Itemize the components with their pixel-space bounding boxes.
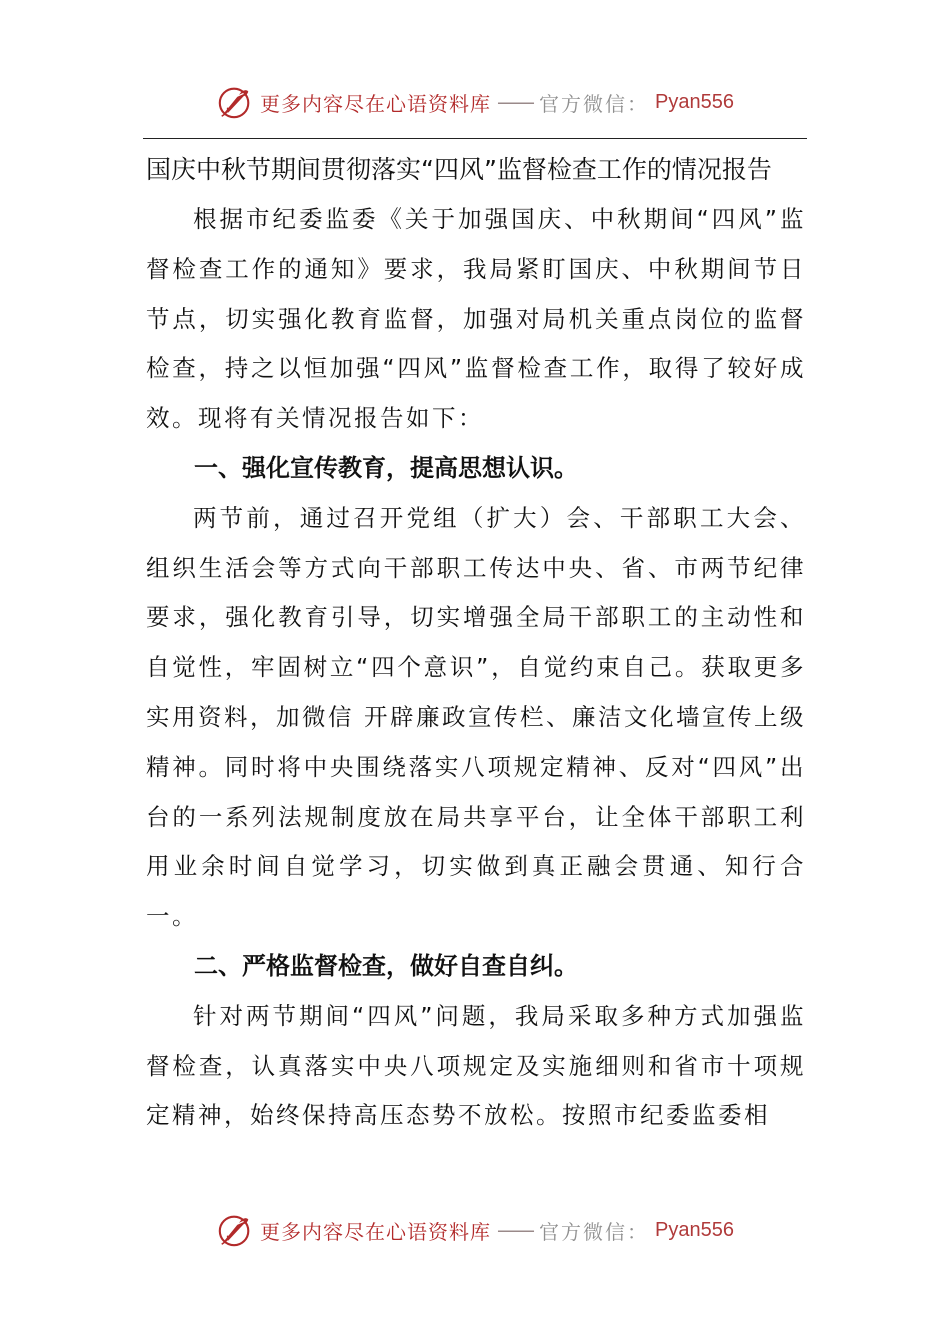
banner-dash: —— bbox=[497, 1218, 534, 1242]
quill-pen-logo-icon bbox=[216, 1211, 254, 1249]
banner-brand-text: 更多内容尽在心语资料库 bbox=[260, 91, 492, 116]
banner-wechat-id: Pyan556 bbox=[655, 1218, 734, 1241]
section-2-paragraph: 针对两节期间“四风”问题，我局采取多种方式加强监督检查，认真落实中央八项规定及实施细则和省市十项规定精神，始终保持高压态势不放松。按照市纪委监委相 bbox=[146, 1001, 806, 1130]
footer-watermark-banner bbox=[0, 1208, 950, 1252]
section-1-paragraph: 两节前，通过召开党组（扩大）会、干部职工大会、组织生活会等方式向干部职工传达中央、省、市两节纪律要求，强化教育引导，切实增强全局干部职工的主动性和自觉性，牢固树立“四个意识”，自觉约束自己。获取更多实用资料，加微信 开辟廉政宣传栏、廉洁文化墙宣传上级精神。同时将中央围绕落实八项规定精神、反对“四风”出台的一系列法规制度放在局共享平台，让全体干部职工利用业余时间自觉学习，切实做到真正融会贯通、知行合一。 bbox=[146, 503, 806, 931]
banner-contact-label: 官方微信： bbox=[539, 91, 650, 116]
section-1-heading: 一、强化宣传教育，提高思想认识。 bbox=[194, 453, 578, 482]
banner-dash: —— bbox=[497, 90, 534, 114]
banner-wechat-id: Pyan556 bbox=[655, 90, 734, 113]
document-title: 国庆中秋节期间贯彻落实“四风”监督检查工作的情况报告 bbox=[146, 155, 772, 184]
section-2-heading: 二、严格监督检查，做好自查自纠。 bbox=[194, 951, 578, 980]
header-divider bbox=[143, 138, 807, 139]
banner-contact-label: 官方微信： bbox=[539, 1219, 650, 1244]
document-body bbox=[146, 145, 806, 1141]
intro-paragraph: 根据市纪委监委《关于加强国庆、中秋期间“四风”监督检查工作的通知》要求，我局紧盯国庆、中秋期间节日节点，切实强化教育监督，加强对局机关重点岗位的监督检查，持之以恒加强“四风”监督检查工作，取得了较好成效。现将有关情况报告如下： bbox=[146, 205, 806, 433]
quill-pen-logo-icon bbox=[216, 83, 254, 121]
banner-brand-text: 更多内容尽在心语资料库 bbox=[260, 1219, 492, 1244]
header-watermark-banner bbox=[0, 80, 950, 124]
